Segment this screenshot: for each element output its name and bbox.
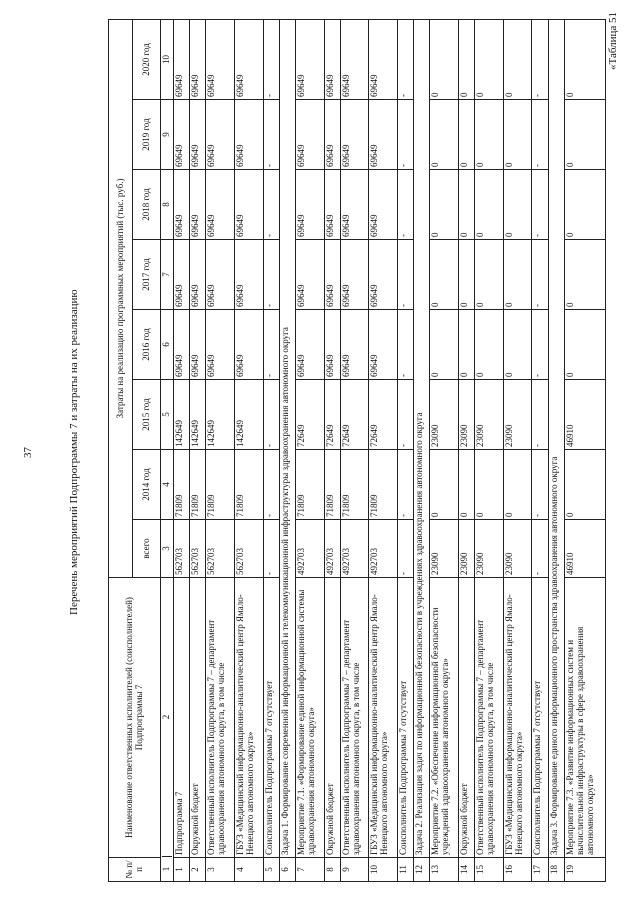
cell-year-value: 0 [475,19,504,99]
row-name: Подпрограмма 7 [174,578,190,858]
cell-year-value: 71809 [234,450,263,520]
cell-total: - [532,520,548,578]
row-number: 11 [397,858,413,882]
cell-year-value: 0 [458,240,474,310]
col-number: 4 [161,450,174,520]
cell-year-value: 0 [503,100,532,170]
cell-year-value: 69649 [190,170,206,240]
cell-year-value: - [532,380,548,450]
task-title: Задача 3. Формирование единого информационного пространства здравоохранения автономного округа [548,19,564,857]
cell-year-value: 142649 [206,380,235,450]
cell-year-value: 69649 [340,240,369,310]
cell-year-value: 69649 [234,240,263,310]
row-number: 3 [206,858,235,882]
col-number: 3 [161,520,174,578]
col-number: 6 [161,310,174,380]
cell-year-value: 69649 [340,310,369,380]
cell-year-value: 0 [430,310,459,380]
row-name: Ответственный исполнитель Подпрограммы 7 – департамент здравоохранения автономного округа, в том числе [206,578,235,858]
cell-year-value: 69649 [340,19,369,99]
cell-year-value: - [532,240,548,310]
cell-year-value: 0 [503,240,532,310]
task-title: Задача 1. Формирование современной информационной и телекоммуникационной инфраструктуры здравоохранения автономного округа [279,19,295,857]
cell-year-value: - [532,310,548,380]
cell-year-value: 23090 [458,380,474,450]
cell-year-value: 69649 [234,310,263,380]
cell-year-value: 69649 [190,240,206,310]
cell-year-value: 69649 [234,100,263,170]
cell-total: 23090 [503,520,532,578]
cell-year-value: 69649 [295,240,324,310]
table-row [369,19,398,881]
cell-total: 492703 [369,520,398,578]
row-number: 4 [234,858,263,882]
cell-year-value: 69649 [295,170,324,240]
cell-year-value: 0 [430,100,459,170]
cell-year-value: 0 [564,310,605,380]
row-name: Окружной бюджет [324,578,340,858]
cell-year-value: 0 [458,100,474,170]
cell-year-value: 0 [430,170,459,240]
cell-total: 46910 [564,520,605,578]
cell-year-value: 72649 [340,380,369,450]
cell-year-value: - [397,240,413,310]
cell-year-value: - [397,380,413,450]
row-number: 9 [340,858,369,882]
row-name: ГБУЗ «Медицинский информационно-аналитический центр Ямало-Ненецкого автономного округа» [503,578,532,858]
cell-year-value: - [532,100,548,170]
cell-year-value: 69649 [324,19,340,99]
header-costs: Затраты на реализацию программных мероприятий (тыс. руб.) [109,19,133,577]
table-row [295,19,324,881]
row-number: 19 [564,858,605,882]
cell-total: - [263,520,279,578]
cell-year-value: 0 [458,450,474,520]
cell-year-value: 69649 [324,240,340,310]
row-number: 18 [548,858,564,882]
cell-year-value: 69649 [190,310,206,380]
row-name: Окружной бюджет [190,578,206,858]
cell-year-value: - [263,380,279,450]
col-number: 5 [161,380,174,450]
cell-year-value: 69649 [206,170,235,240]
table-row [340,19,369,881]
table-row [564,19,605,881]
row-number: 15 [475,858,504,882]
row-number: 10 [369,858,398,882]
cell-total: 562703 [206,520,235,578]
row-name: Ответственный исполнитель Подпрограммы 7 – департамент здравоохранения автономного округа, в том числе [340,578,369,858]
table-row [324,19,340,881]
cell-year-value: 69649 [206,240,235,310]
header-year: 2016 год [133,310,161,380]
row-number: 14 [458,858,474,882]
table-row [174,19,190,881]
cell-year-value: 69649 [174,100,190,170]
cell-year-value: 0 [564,240,605,310]
cell-total: 492703 [340,520,369,578]
cell-year-value: 0 [564,100,605,170]
row-number: 13 [430,858,459,882]
cell-year-value: 23090 [430,380,459,450]
cell-total: 23090 [430,520,459,578]
cell-year-value: 142649 [234,380,263,450]
cell-year-value: 69649 [206,100,235,170]
cell-year-value: 0 [475,450,504,520]
cell-year-value: - [532,170,548,240]
cell-year-value: 69649 [324,310,340,380]
cell-year-value: 69649 [174,240,190,310]
table-row [234,19,263,881]
cell-year-value: 23090 [503,380,532,450]
row-number: 5 [263,858,279,882]
cell-year-value: - [263,19,279,99]
table-row [503,19,532,881]
cell-year-value: 0 [564,450,605,520]
cell-year-value: 71809 [369,450,398,520]
task-row [279,19,295,881]
cell-year-value: 0 [458,170,474,240]
table-body [174,19,606,881]
cell-year-value: 0 [503,19,532,99]
cell-year-value: - [532,450,548,520]
row-name: Окружной бюджет [458,578,474,858]
col-number: 7 [161,240,174,310]
row-name: ГБУЗ «Медицинский информационно-аналитический центр Ямало-Ненецкого автономного округа» [369,578,398,858]
header-year: 2019 год [133,100,161,170]
cell-year-value: 0 [475,240,504,310]
row-number: 12 [414,858,430,882]
row-name: Мероприятие 7.2. «Обеспечение информационной безопасности учреждений здравоохранения автономного округа» [430,578,459,858]
row-number: 6 [279,858,295,882]
cell-total: 562703 [174,520,190,578]
cell-year-value: 69649 [190,19,206,99]
cell-total: 562703 [234,520,263,578]
cell-year-value: 23090 [475,380,504,450]
cell-total: 562703 [190,520,206,578]
row-name: Соисполнитель Подпрограммы 7 отсутствует [532,578,548,858]
cell-year-value: - [397,100,413,170]
cell-year-value: 0 [430,19,459,99]
costs-table [108,19,606,882]
cell-year-value: - [263,170,279,240]
cell-total: 492703 [324,520,340,578]
cell-year-value: 69649 [234,170,263,240]
cell-year-value: 46910 [564,380,605,450]
row-number: 8 [324,858,340,882]
table-row [532,19,548,881]
header-num: № п/п [109,858,161,882]
row-name: Соисполнитель Подпрограммы 7 отсутствует [263,578,279,858]
table-container [108,20,606,882]
header-year: 2017 год [133,240,161,310]
table-label: «Таблица 51 [607,12,619,71]
task-row [548,19,564,881]
cell-year-value: - [397,170,413,240]
cell-total: 23090 [458,520,474,578]
cell-year-value: - [532,19,548,99]
table-row [206,19,235,881]
table-row [263,19,279,881]
cell-year-value: 69649 [174,170,190,240]
col-number: 9 [161,100,174,170]
cell-year-value: 0 [475,100,504,170]
cell-year-value: 0 [430,240,459,310]
cell-year-value: 69649 [369,19,398,99]
cell-year-value: - [397,450,413,520]
cell-year-value: 0 [475,310,504,380]
cell-year-value: 72649 [369,380,398,450]
cell-year-value: 69649 [369,100,398,170]
cell-year-value: 0 [564,19,605,99]
cell-year-value: 69649 [234,19,263,99]
cell-year-value: 71809 [295,450,324,520]
cell-year-value: 69649 [369,240,398,310]
cell-year-value: 69649 [340,100,369,170]
cell-year-value: 71809 [340,450,369,520]
cell-year-value: 0 [475,170,504,240]
table-row [430,19,459,881]
page-number: 37 [22,447,34,458]
cell-year-value: - [263,310,279,380]
cell-year-value: 71809 [324,450,340,520]
row-name: ГБУЗ «Медицинский информационно-аналитический центр Ямало-Ненецкого автономного округа» [234,578,263,858]
col-number: 1 [162,856,172,881]
header-year: 2014 год [133,450,161,520]
task-row [414,19,430,881]
col-number: 10 [161,19,174,99]
cell-year-value: 69649 [369,170,398,240]
cell-year-value: 142649 [190,380,206,450]
header-name: Наименование ответственных исполнителей (соисполнителей) Подпрограммы 7 [109,578,161,858]
cell-year-value: - [263,100,279,170]
cell-year-value: 71809 [174,450,190,520]
cell-year-value: 72649 [295,380,324,450]
row-name: Ответственный исполнитель Подпрограммы 7 – департамент здравоохранения автономного округа, в том числе [475,578,504,858]
row-number: 16 [503,858,532,882]
cell-year-value: 71809 [190,450,206,520]
row-number: 17 [532,858,548,882]
cell-year-value: 69649 [174,310,190,380]
row-name: Соисполнитель Подпрограммы 7 отсутствует [397,578,413,858]
table-row [397,19,413,881]
col-number: 8 [161,170,174,240]
page-title: Перечень мероприятий Подпрограммы 7 и затраты на их реализацию [68,289,80,616]
cell-year-value: 69649 [206,310,235,380]
table-row [475,19,504,881]
row-name: Мероприятие 7.3. «Развитие информационных систем и вычислительной инфраструктуры в сфере здравоохранения автономного округа» [564,578,605,858]
cell-year-value: 69649 [295,19,324,99]
cell-year-value: 69649 [295,100,324,170]
cell-year-value: - [263,450,279,520]
cell-year-value: 69649 [206,19,235,99]
cell-year-value: 0 [458,310,474,380]
cell-year-value: - [397,310,413,380]
cell-year-value: 0 [503,450,532,520]
cell-year-value: 69649 [295,310,324,380]
cell-year-value: 69649 [190,100,206,170]
cell-year-value: 0 [430,450,459,520]
table-row [190,19,206,881]
header-year: 2015 год [133,380,161,450]
cell-year-value: 69649 [324,100,340,170]
cell-year-value: 69649 [324,170,340,240]
cell-total: 23090 [475,520,504,578]
cell-year-value: 142649 [174,380,190,450]
table-row [458,19,474,881]
cell-year-value: 0 [503,170,532,240]
cell-year-value: 69649 [369,310,398,380]
cell-year-value: 0 [503,310,532,380]
row-name: Мероприятие 7.1. «Формирование единой информационной системы здравоохранения автономного округа» [295,578,324,858]
cell-year-value: 72649 [324,380,340,450]
cell-year-value: 71809 [206,450,235,520]
row-number: 7 [295,858,324,882]
cell-year-value: 0 [564,170,605,240]
cell-year-value: - [263,240,279,310]
cell-total: - [397,520,413,578]
cell-total: 492703 [295,520,324,578]
row-number: 1 [174,858,190,882]
header-total: всего [133,520,161,578]
cell-year-value: 69649 [340,170,369,240]
row-number: 2 [190,858,206,882]
col-number: 2 [161,714,172,720]
cell-year-value: - [397,19,413,99]
header-year: 2020 год [133,19,161,99]
header-year: 2018 год [133,170,161,240]
cell-year-value: 0 [458,19,474,99]
cell-year-value: 69649 [174,19,190,99]
task-title: Задача 2. Реализация задач по информационной безопасности в учреждениях здравоохранения автономного округа [414,19,430,857]
